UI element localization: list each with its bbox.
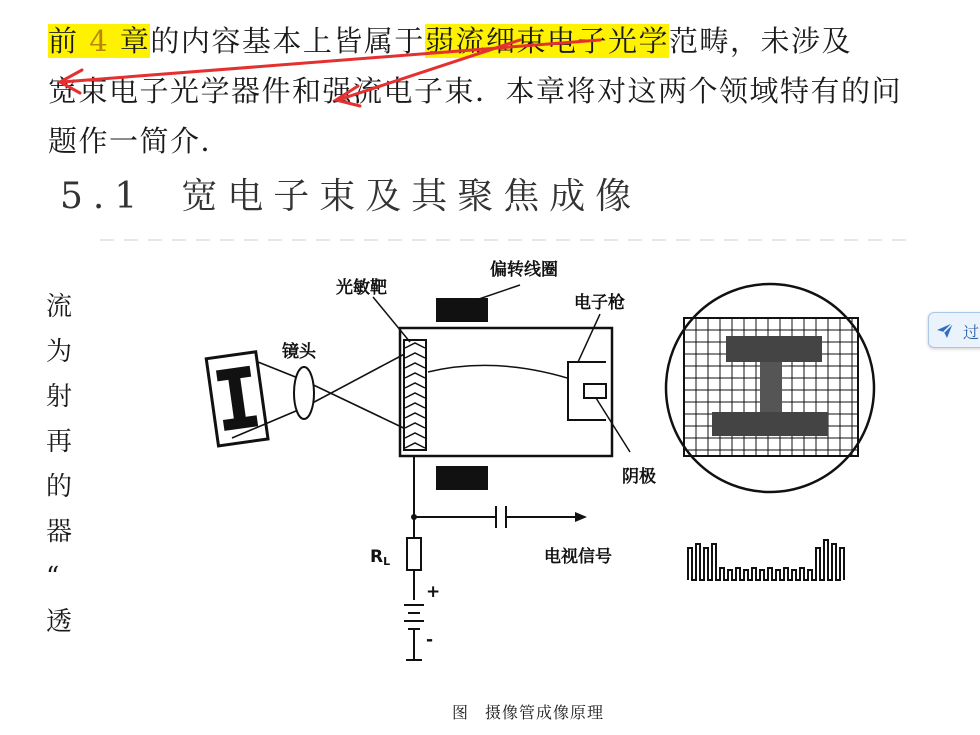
lens-icon	[294, 367, 314, 419]
highlight-chapter: 前 4 章	[48, 24, 151, 58]
label-target: 光敏靶	[336, 278, 387, 298]
image-grid-display	[666, 284, 874, 492]
section-title: 宽电子束及其聚焦成像	[181, 176, 642, 217]
label-cathode: 阴极	[622, 467, 656, 487]
label-lens: 镜头	[282, 342, 316, 362]
figure-caption: 图 摄像管成像原理	[452, 703, 605, 722]
paragraph-line-3: 题作一简介．	[48, 124, 232, 158]
deflection-coil-bottom	[436, 466, 488, 490]
label-minus: -	[426, 630, 434, 650]
label-resistor: RL	[370, 547, 391, 568]
paragraph-line-1: 前 4 章的内容基本上皆属于弱流细束电子光学范畴，未涉及	[48, 24, 852, 58]
label-signal: 电视信号	[544, 547, 612, 567]
label-plus: +	[426, 582, 441, 602]
highlight-weak-beam: 弱流细束电子光学	[424, 24, 669, 58]
label-deflection-coil: 偏转线圈	[490, 260, 558, 280]
section-number: 5.1	[60, 176, 148, 217]
photosensitive-target	[404, 340, 426, 450]
label-gun: 电子枪	[574, 293, 625, 313]
floating-side-button[interactable]	[928, 312, 980, 348]
tv-signal-waveform	[688, 540, 844, 580]
truncated-side-text: 流 为 射 再 的 器 “ 透	[46, 292, 72, 637]
object-card	[206, 352, 268, 446]
deflection-coil-top	[436, 298, 488, 322]
electron-beam	[428, 365, 580, 382]
paragraph-line-2: 宽束电子光学器件和强流电子束．本章将对这两个领域特有的问	[48, 74, 903, 108]
floating-button-label: 过	[963, 323, 980, 342]
send-icon	[935, 320, 955, 340]
electron-gun	[568, 362, 606, 420]
